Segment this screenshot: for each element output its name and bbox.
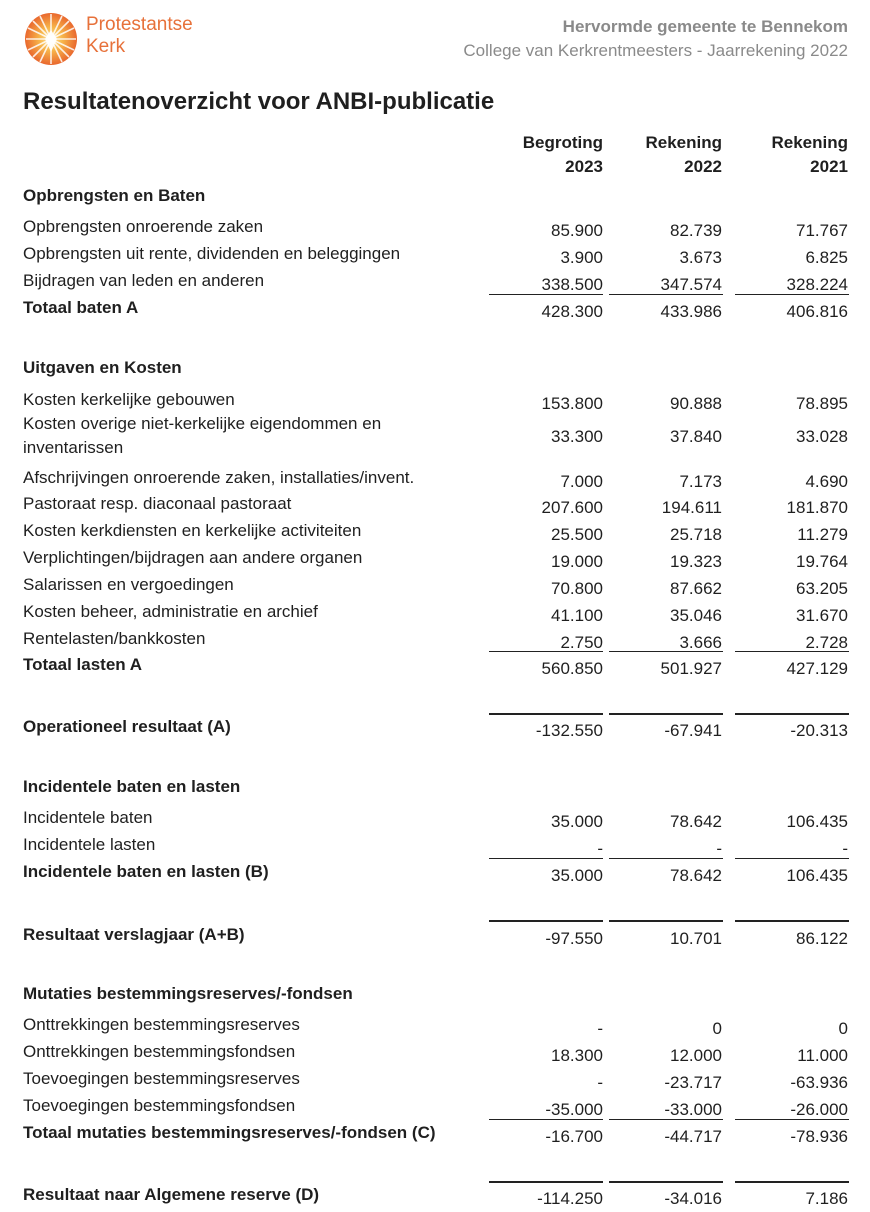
- value-cell: -35.000: [545, 1100, 603, 1119]
- double-rule-divider: [489, 713, 603, 715]
- table-row: [0, 627, 870, 654]
- value-cell: 181.870: [786, 498, 848, 517]
- table-row: [0, 242, 870, 269]
- value-cell: 19.000: [551, 552, 603, 571]
- value-cell: 106.435: [786, 866, 848, 885]
- row-label: Onttrekkingen bestemmingsfondsen: [23, 1042, 296, 1061]
- value-cell: -20.313: [790, 721, 848, 740]
- row-label: Kosten overige niet-kerkelijke eigendommen en inventarissen: [23, 414, 382, 457]
- value-cell: 35.000: [551, 866, 603, 885]
- subtotal-rule-divider: [735, 858, 849, 859]
- report-header: [0, 0, 870, 80]
- row-label: Incidentele baten en lasten (B): [23, 862, 269, 881]
- subtotal-rule-divider: [609, 651, 723, 652]
- value-cell: 86.122: [796, 929, 848, 948]
- value-cell: -: [716, 839, 722, 858]
- logo-wordmark: [86, 14, 193, 58]
- double-rule-divider: [609, 1181, 723, 1183]
- value-cell: 33.300: [551, 427, 603, 446]
- value-cell: 433.986: [660, 302, 722, 321]
- value-cell: 19.764: [796, 552, 848, 571]
- value-cell: 2.728: [805, 633, 848, 652]
- subtotal-rule-divider: [735, 294, 849, 295]
- value-cell: 25.718: [670, 525, 722, 544]
- value-cell: -26.000: [790, 1100, 848, 1119]
- page-title: Resultatenoverzicht voor ANBI-publicatie: [23, 88, 495, 115]
- logo-line-2: Kerk: [86, 36, 126, 57]
- value-cell: 347.574: [660, 275, 722, 294]
- value-cell: 11.000: [797, 1046, 848, 1065]
- column-header-line1: Rekening: [771, 133, 848, 152]
- subtotal-rule-divider: [609, 1119, 723, 1120]
- value-cell: 41.100: [551, 606, 603, 625]
- value-cell: 35.000: [551, 812, 603, 831]
- row-label: Toevoegingen bestemmingsfondsen: [23, 1096, 296, 1115]
- subtotal-rule-divider: [609, 294, 723, 295]
- double-rule-divider: [735, 713, 849, 715]
- row-label: Incidentele lasten: [23, 835, 156, 854]
- value-cell: 0: [838, 1019, 848, 1038]
- value-cell: -16.700: [545, 1127, 603, 1146]
- value-cell: 338.500: [541, 275, 603, 294]
- table-row: [0, 388, 870, 415]
- total-row: [0, 653, 870, 680]
- value-cell: 2.750: [560, 633, 603, 652]
- table-row: [0, 600, 870, 627]
- subtotal-rule-divider: [489, 294, 603, 295]
- subtotal-rule-divider: [735, 1119, 849, 1120]
- column-header-line2: 2021: [810, 157, 848, 176]
- column-header-line2: 2023: [565, 157, 603, 176]
- total-row: [0, 860, 870, 887]
- value-cell: 7.186: [805, 1189, 848, 1208]
- row-label: Bijdragen van leden en anderen: [23, 271, 265, 290]
- row-label: Incidentele baten en lasten: [23, 777, 241, 796]
- value-cell: -33.000: [664, 1100, 722, 1119]
- row-label: Mutaties bestemmingsreserves/-fondsen: [23, 984, 353, 1003]
- double-rule-divider: [609, 713, 723, 715]
- subtotal-rule-divider: [609, 858, 723, 859]
- value-cell: -132.550: [535, 721, 603, 740]
- column-header-begroting-2023: [483, 131, 603, 179]
- row-label: Kosten beheer, administratie en archief: [23, 602, 318, 621]
- row-label: Totaal baten A: [23, 298, 139, 317]
- table-row: [0, 546, 870, 573]
- protestantse-kerk-logo-icon: [24, 12, 78, 66]
- subtotal-rule-divider: [489, 858, 603, 859]
- column-header-line1: Rekening: [645, 133, 722, 152]
- row-label: Totaal mutaties bestemmingsreserves/-fondsen (C): [23, 1123, 436, 1142]
- row-label: Pastoraat resp. diaconaal pastoraat: [23, 494, 292, 513]
- value-cell: 71.767: [796, 221, 848, 240]
- row-label: Opbrengsten en Baten: [23, 186, 206, 205]
- column-header-rekening-2021: [728, 131, 848, 179]
- total-row: [0, 1121, 870, 1148]
- value-cell: 37.840: [670, 427, 722, 446]
- value-cell: -63.936: [790, 1073, 848, 1092]
- value-cell: 78.895: [796, 394, 848, 413]
- value-cell: 3.673: [679, 248, 722, 267]
- row-label: Toevoegingen bestemmingsreserves: [23, 1069, 300, 1088]
- value-cell: -78.936: [790, 1127, 848, 1146]
- value-cell: -67.941: [664, 721, 722, 740]
- row-label: Resultaat naar Algemene reserve (D): [23, 1185, 320, 1204]
- value-cell: -97.550: [545, 929, 603, 948]
- value-cell: 11.279: [797, 525, 848, 544]
- total-row: [0, 296, 870, 323]
- value-cell: 12.000: [670, 1046, 722, 1065]
- value-cell: 10.701: [670, 929, 722, 948]
- value-cell: 31.670: [796, 606, 848, 625]
- value-cell: 6.825: [805, 248, 848, 267]
- value-cell: 19.323: [670, 552, 722, 571]
- row-label: Rentelasten/bankkosten: [23, 629, 206, 648]
- double-rule-divider: [609, 920, 723, 922]
- row-label: Uitgaven en Kosten: [23, 358, 182, 377]
- subtotal-rule-divider: [489, 651, 603, 652]
- organisation-info: [463, 15, 848, 63]
- value-cell: 106.435: [786, 812, 848, 831]
- section-heading: [0, 775, 870, 802]
- double-rule-divider: [489, 1181, 603, 1183]
- table-row: [0, 1067, 870, 1094]
- value-cell: 560.850: [541, 659, 603, 678]
- row-label: Kosten kerkelijke gebouwen: [23, 390, 235, 409]
- subtotal-rule-divider: [735, 651, 849, 652]
- value-cell: 78.642: [670, 866, 722, 885]
- value-cell: -23.717: [664, 1073, 722, 1092]
- value-cell: 501.927: [660, 659, 722, 678]
- section-heading: [0, 982, 870, 1009]
- value-cell: 87.662: [670, 579, 722, 598]
- row-label: Opbrengsten onroerende zaken: [23, 217, 264, 236]
- total-row: [0, 1183, 870, 1210]
- total-row: [0, 715, 870, 742]
- section-heading: [0, 184, 870, 211]
- table-row: [0, 414, 870, 457]
- value-cell: 3.900: [560, 248, 603, 267]
- column-header-rekening-2022: [602, 131, 722, 179]
- value-cell: 194.611: [661, 498, 722, 517]
- value-cell: 90.888: [670, 394, 722, 413]
- column-header-line2: 2022: [684, 157, 722, 176]
- table-row: [0, 806, 870, 833]
- table-row: [0, 466, 870, 493]
- section-heading: [0, 356, 870, 383]
- table-row: [0, 269, 870, 296]
- value-cell: -: [597, 1073, 603, 1092]
- row-label: Kosten kerkdiensten en kerkelijke activiteiten: [23, 521, 362, 540]
- table-row: [0, 215, 870, 242]
- row-label: Operationeel resultaat (A): [23, 717, 231, 736]
- value-cell: 428.300: [541, 302, 603, 321]
- value-cell: -34.016: [664, 1189, 722, 1208]
- row-label: Afschrijvingen onroerende zaken, installaties/invent.: [23, 468, 415, 487]
- value-cell: -: [597, 1019, 603, 1038]
- total-row: [0, 923, 870, 950]
- double-rule-divider: [489, 920, 603, 922]
- column-header-line1: Begroting: [522, 133, 603, 152]
- table-row: [0, 833, 870, 860]
- value-cell: 427.129: [786, 659, 848, 678]
- table-row: [0, 1040, 870, 1067]
- value-cell: 85.900: [551, 221, 603, 240]
- value-cell: -114.250: [537, 1189, 603, 1208]
- value-cell: 78.642: [670, 812, 722, 831]
- value-cell: 7.000: [560, 472, 603, 491]
- value-cell: 0: [712, 1019, 722, 1038]
- value-cell: 18.300: [551, 1046, 603, 1065]
- value-cell: 82.739: [670, 221, 722, 240]
- value-cell: 33.028: [796, 427, 848, 446]
- value-cell: 4.690: [805, 472, 848, 491]
- value-cell: 70.800: [551, 579, 603, 598]
- table-row: [0, 1013, 870, 1040]
- row-label: Verplichtingen/bijdragen aan andere organen: [23, 548, 363, 567]
- logo-line-1: Protestantse: [86, 14, 193, 35]
- value-cell: 406.816: [786, 302, 848, 321]
- row-label: Incidentele baten: [23, 808, 153, 827]
- row-label: Totaal lasten A: [23, 655, 143, 674]
- organisation-name: Hervormde gemeente te Bennekom: [562, 17, 848, 36]
- value-cell: 63.205: [796, 579, 848, 598]
- row-label: Salarissen en vergoedingen: [23, 575, 234, 594]
- value-cell: 153.800: [541, 394, 603, 413]
- row-label: Opbrengsten uit rente, dividenden en beleggingen: [23, 244, 401, 263]
- value-cell: 7.173: [679, 472, 722, 491]
- table-row: [0, 573, 870, 600]
- value-cell: -: [597, 839, 603, 858]
- value-cell: 207.600: [541, 498, 603, 517]
- table-row: [0, 519, 870, 546]
- table-row: [0, 492, 870, 519]
- row-label: Resultaat verslagjaar (A+B): [23, 925, 245, 944]
- row-label: Onttrekkingen bestemmingsreserves: [23, 1015, 300, 1034]
- value-cell: 328.224: [786, 275, 848, 294]
- subtotal-rule-divider: [489, 1119, 603, 1120]
- value-cell: -44.717: [664, 1127, 722, 1146]
- report-subtitle: College van Kerkrentmeesters - Jaarrekening 2022: [463, 41, 848, 60]
- double-rule-divider: [735, 920, 849, 922]
- value-cell: -: [842, 839, 848, 858]
- double-rule-divider: [735, 1181, 849, 1183]
- value-cell: 3.666: [679, 633, 722, 652]
- table-row: [0, 1094, 870, 1121]
- value-cell: 25.500: [551, 525, 603, 544]
- value-cell: 35.046: [670, 606, 722, 625]
